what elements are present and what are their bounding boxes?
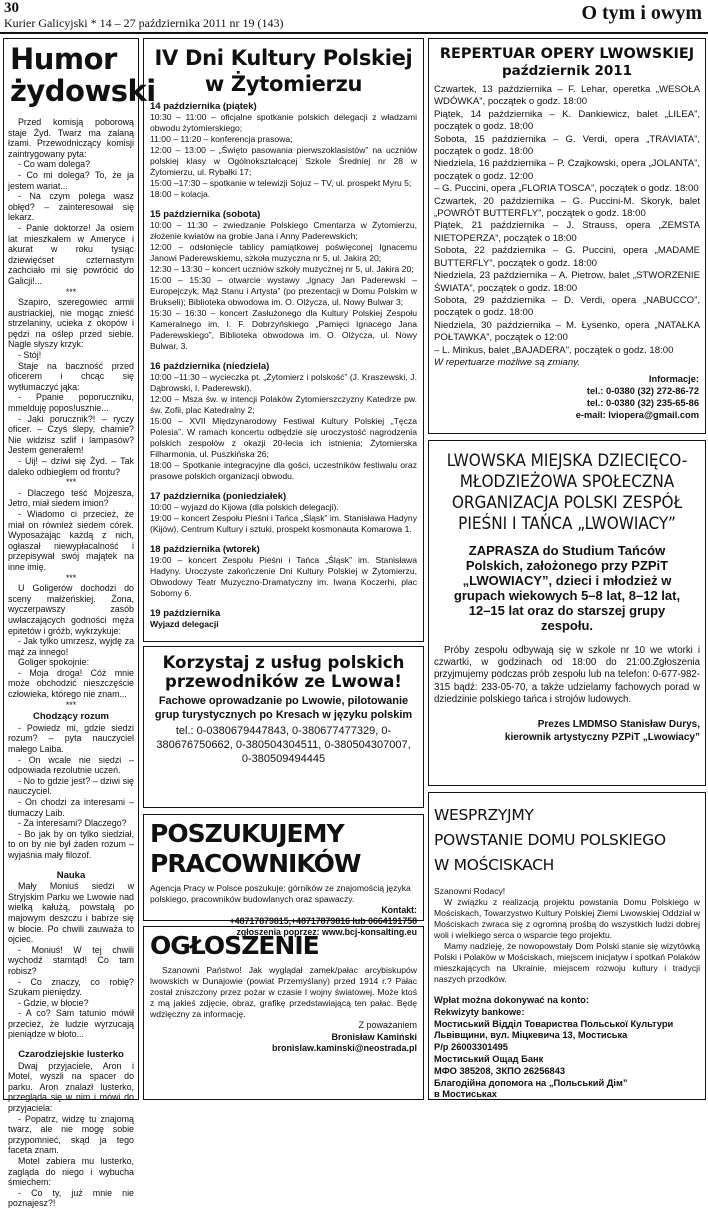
guides-subtitle: Fachowe oprowadzanie po Lwowie, pilotowanie grup turystycznych po Kresach w języku polskim bbox=[154, 695, 413, 721]
joke-paragraph: Dwaj przyjaciele, Aron i Motel, wyszli na spacer do parku. Aron znalazł lusterko, przegląda się w nim i mówi do przyjaciela: bbox=[8, 1060, 134, 1114]
contact-label: Informacje: bbox=[648, 374, 699, 385]
title-line: IV Dni Kultury Polskiej bbox=[154, 46, 413, 70]
schedule-date: 16 października (niedziela) bbox=[150, 361, 270, 372]
joke-paragraph: U Goligerów dochodzi do sceny małżeńskiej. Żona, wyczerpawszy zasób uwłaczających godności męża epitetów i gróźb, wykrzykuje: bbox=[8, 583, 134, 636]
joke-paragraph: Szapiro, szeregowiec armii austriackiej, nie mogąc znieść strzelaniny, ucieka z okopów i pędzi na oślep przed siebie. Nagle słyszy krzyk: bbox=[8, 297, 134, 350]
opera-note: W repertuarze możliwe są zmiany. bbox=[434, 356, 580, 368]
guides-phones: tel.: 0-0380679447843, 0-380677477329, 0-380676750662, 0-380504304511, 0-380504307007, 0-380509494445 bbox=[156, 725, 411, 765]
joke-heading: Chodzący rozum bbox=[32, 711, 109, 723]
joke-paragraph: Przed komisją poborową staje Żyd. Twarz ma zalaną łzami. Przewodniczący komisji zaintrygowany pyta: bbox=[8, 117, 134, 159]
joke-paragraph: Motel zabiera mu lusterko, zagląda do niego i wybucha śmiechem: bbox=[8, 1156, 134, 1188]
culture-days-box bbox=[143, 38, 424, 642]
sign-line: Z poważaniem bbox=[358, 1020, 417, 1030]
humor-text bbox=[8, 117, 134, 1209]
separator: *** bbox=[65, 477, 77, 488]
opera-contact bbox=[429, 373, 705, 421]
opera-entry: Piątek, 21 października – J. Strauss, opera „ZEMSTA NIETOPERZA”, początek o 18:00 bbox=[434, 220, 700, 244]
joke-paragraph: - Za interesami? Dlaczego? bbox=[18, 818, 127, 829]
joke-paragraph: - Gdzie, w błocie? bbox=[18, 997, 89, 1008]
joke-paragraph: - Co mi dolega? To, że ja jestem wariat... bbox=[8, 169, 134, 191]
phone: tel.: 0-0380 (32) 272-86-72 bbox=[586, 386, 699, 397]
lwowiacy-sign bbox=[434, 718, 700, 744]
schedule-date: 18 października (wtorek) bbox=[150, 544, 260, 555]
separator: *** bbox=[65, 572, 77, 583]
separator: *** bbox=[65, 286, 77, 297]
lwowiacy-invite: ZAPRASZA do Studium Tańców Polskich, założonego przy PZPiT „LWOWIACY”, dzieci i młodzież w grupach wiekowych 5–8 lat, 8–12 lat, 12–15 lat oraz do starszej grupy zespołu. bbox=[453, 543, 681, 633]
title-line: WESPRZYJMY bbox=[434, 806, 534, 824]
opera-entry: – G. Puccini, opera „FLORIA TOSCA”, początek o godz. 18:00 bbox=[434, 183, 699, 195]
opera-entry: Czwartek, 20 października – G. Puccini-M. Skoryk, balet „POWRÓT BUTTERFLY”, początek o godz. 18:00 bbox=[434, 195, 700, 220]
title-line: październik 2011 bbox=[501, 63, 633, 79]
title-line: PRACOWNIKÓW bbox=[150, 849, 361, 878]
joke-paragraph: - Ppanie poporuczniku, mmelduję popos!usznie... bbox=[8, 392, 134, 414]
issue-info: Kurier Galicyjski * 14 – 27 października 2011 nr 19 (143) bbox=[4, 16, 284, 30]
title-line: POWSTANIE DOMU POLSKIEGO bbox=[434, 831, 666, 849]
phone: tel.: 0-0380 (32) 235-65-86 bbox=[586, 398, 699, 409]
joke-paragraph: - Panie doktorze! Ja osiem lat mieszkałem w Ameryce i akurat w roku tysiąc dziewięćset czternastym zachciało mi się powrócić do Galicji!... bbox=[8, 222, 134, 286]
sign-line: kierownik artystyczny PZPiT „Lwowiacy” bbox=[504, 732, 700, 744]
opera-entry: Sobota, 22 października – G. Puccini, opera „MADAME BUTTERFLY”, początek o godz. 18:00 bbox=[434, 245, 700, 269]
opera-list bbox=[429, 84, 705, 357]
sign-line: Prezes LMDMSO Stanisław Durys, bbox=[537, 719, 700, 731]
bank-line: Мостиський Ощад Банк bbox=[434, 1053, 544, 1064]
support-text: W związku z realizacją projektu powstania Domu Polskiego w Mościskach, Towarzystwo Kultury Polskiej Ziemi Lwowskiej Oddział w Mościskach zwraca się z ogromną prośbą do wszystkich ludzi dobrej woli i wielkiego serca o wsparcie tego projektu. bbox=[434, 897, 700, 940]
header-rule bbox=[0, 32, 708, 34]
schedule-text: 10:00 – wyjazd do Kijowa (dla polskich delegacji). 19:00 – koncert Zespołu Pieśni i Tańca „Śląsk” im. Stanisława Hadyny (Kijów), Centrum Kultury i sztuki, prospekt kosmonauta Komarowa 1. bbox=[150, 502, 417, 534]
opera-entry: Piątek, 14 października – K. Dankiewicz, balet „LILEA”, początek o godz. 18:00 bbox=[434, 108, 700, 133]
contact-web: zgłoszenia poprzez: www.bcj-konsalting.eu bbox=[236, 927, 417, 937]
schedule-text: 19:00 – koncert Zespołu Pieśni i Tańca „Śląsk” im. Stanisława Hadyny. Uroczyste zakończenie Dni Kultury Polskiej w Żytomierzu, Obwodowy Teatr Muzyczno-Dramatyczny im. Iwana Koczerhi, plac Soborny 6. bbox=[150, 555, 417, 598]
contact-phones: +48717879815,+48717879816 lub 0664191758 bbox=[229, 916, 417, 926]
email-link[interactable]: bronislaw.kaminski@neostrada.pl bbox=[272, 1043, 417, 1054]
joke-paragraph: - Popatrz, widzę tu znajomą twarz, ale nie mogę sobie przypomnieć, skąd ja tego faceta znam. bbox=[8, 1113, 134, 1156]
joke-paragraph: - Stój! bbox=[18, 350, 42, 361]
lwowiacy-ad bbox=[428, 440, 706, 786]
sign-line: Bronisław Kamiński bbox=[331, 1031, 417, 1042]
bank-line: Львівщини, вул. Міцкевича 13, Мостиська bbox=[434, 1030, 628, 1041]
schedule-date: 19 października bbox=[150, 608, 221, 619]
support-greeting: Szanowni Rodacy! bbox=[434, 886, 506, 896]
joke-paragraph: - Jak tylko umrzesz, wyjdę za mąż za innego! bbox=[8, 636, 134, 657]
guides-title: Korzystaj z usług polskich przewodników ze Lwowa! bbox=[162, 653, 405, 691]
schedule-date: 17 października (poniedziałek) bbox=[150, 491, 287, 502]
joke-paragraph: - Co znaczy, co robię? Szukam pieniędzy. bbox=[8, 976, 134, 998]
joke-paragraph: - Jaki porucznik?! – ryczy oficer. – Czyś ślepy, chamie? Nie widzisz szlif i lampasów? Jestem generałem! bbox=[8, 413, 134, 456]
bank-line: Мостиський Відділ Товариства Польської Культури bbox=[434, 1018, 674, 1029]
opera-entry: Czwartek, 13 października – F. Lehar, operetka „WESOŁA WDÓWKA”, początek o godz. 18:00 bbox=[434, 84, 700, 108]
title-line: REPERTUAR OPERY LWOWSKIEJ bbox=[439, 46, 695, 62]
joke-paragraph: Goliger spokojnie: bbox=[18, 657, 90, 668]
joke-paragraph: - Powiedz mi, gdzie siedzi rozum? – pyta nauczyciel małego Laiba. bbox=[8, 722, 134, 755]
joke-paragraph: - Wiadomo ci przecież, że miał on również siedem córek. Wyposażając każdą z nich, ogłaszał niewypłacalność i przepisywał swój majątek na inne imię. bbox=[8, 508, 134, 572]
opera-entry: – L. Minkus, balet „BAJADERA”, początek o godz. 18:00 bbox=[434, 344, 674, 356]
support-text: Mamy nadzieję, że nowopowstały Dom Polski stanie się wizytówką Polski i Polaków w Mościskach, miejscem inicjatyw i spotkań Polaków mieszkających na Ukrainie, miejscem rozwoju kultury i tradycji naszych przodków. bbox=[434, 941, 700, 984]
humor-column bbox=[3, 38, 156, 1209]
opera-entry: Sobota, 29 października – D. Verdi, opera „NABUCCO”, początek o godz. 18:00 bbox=[434, 294, 700, 319]
announcement-text: Szanowni Państwo! Jak wyglądał zamek/pałac arcybiskupów lwowskich w Dunajowie (powiat Przemyślany) przed 1914 r.? Pałac został zniszczony przez pożar w czasie I wojny światowej. Może ktoś z mą jakieś zdjęcie, obraz, grafikę przedstawiającą ten pałac. Będę wdzięczny za informację. bbox=[150, 965, 417, 1019]
bank-line: Rekwizyty bankowe: bbox=[434, 1006, 525, 1017]
joke-paragraph: - Uij! – dziwi się Żyd. – Tak daleko odbiegłem od frontu? bbox=[8, 456, 134, 477]
section-title: O tym i owym bbox=[581, 2, 702, 24]
page-number: 30 bbox=[4, 0, 19, 16]
announcement bbox=[143, 926, 424, 1100]
bank-line: МФО 385208, ЗКПО 26256843 bbox=[434, 1065, 566, 1076]
joke-paragraph: - No to gdzie jest? – dziwi się nauczyciel. bbox=[8, 775, 134, 797]
announcement-title: OGŁOSZENIE bbox=[150, 931, 319, 960]
lwowiacy-title: LWOWSKA MIEJSKA DZIECIĘCO-MŁODZIEŻOWA SPOŁECZNA ORGANIZACJA POLSKI ZESPÓŁ PIEŚNI I TAŃCA „LWOWIACY” bbox=[446, 451, 688, 534]
separator: *** bbox=[65, 699, 77, 710]
joke-heading: Czarodziejskie lusterko bbox=[18, 1049, 124, 1061]
joke-paragraph: - Moja droga! Cóż mnie może obchodzić nieszczęście człowieka, którego nie znam... bbox=[8, 667, 134, 700]
opera-entry: Sobota, 15 października – G. Verdi, opera „TRAVIATA”, początek o godz. 18:00 bbox=[434, 133, 700, 158]
joke-paragraph: - Bo jak by on tylko siedział, to on by nie był żaden rozum – wyjaśnia mały filozof. bbox=[8, 828, 134, 860]
opera-entry: Niedziela, 16 października – P. Czajkowski, opera „JOLANTA”, początek o godz. 12:00 bbox=[434, 158, 700, 182]
joke-paragraph: - Na czym polega wasz obłęd? – zainteresował się lekarz. bbox=[8, 191, 134, 223]
joke-paragraph: - Co ty, już mnie nie poznajesz?! bbox=[8, 1187, 134, 1209]
joke-paragraph: - Moniuś! W tej chwili wychodź stamtąd! Co tam robisz? bbox=[8, 944, 134, 976]
joke-paragraph: - On chodzi za interesami – tłumaczy Laib. bbox=[8, 797, 134, 818]
joke-paragraph: - On wcale nie siedzi – odpowiada rezolutnie uczeń. bbox=[8, 754, 134, 776]
schedule-text: 10:00 – 11:30 – zwiedzanie Polskiego Cmentarza w Żytomierzu, złożenie kwiatów na grobie Jana i Anny Paderewskich; 12:00 – odsłonięcie tablicy pamiątkowej poświęconej Ignacemu Janowi Paderewskiemu, szkoła muzyczna nr 5, ul. Jakira 20; 12:30 – 13:30 – koncert uczniów szkoły muzycznej nr 5, ul. Jakira 20; 15:00 – 15:30 – otwarcie wystawy „Ignacy Jan Paderewski – Europejczyk, Mąż Stanu i Artysta” (po prezentacji w Domu Polskim w Brukseli); Biblioteka obwodowa im. O. Olżycza, ul. Nowy Bulwar 3; 15:30 – 16:30 – koncert Zasłużonego dla Kultury Polskiej Zespołu Kameralnego im. I. F. Dobrzyńskiego „Pamięci Ignacego Jana Paderewskiego”, Biblioteka obwodowa im. O. Olżycza, ul. Nowy Bulwar, 3. bbox=[150, 220, 417, 351]
schedule-date: 15 października (sobota) bbox=[150, 209, 261, 220]
joke-paragraph: Staje na baczność przed oficerem i chcąc się wytłumaczyć jąka: bbox=[8, 360, 134, 392]
humor-title: Humor żydowski bbox=[10, 42, 156, 108]
schedule-text: Wyjazd delegacji bbox=[150, 619, 219, 629]
title-line: POSZUKUJEMY bbox=[150, 819, 344, 848]
support-house-ad bbox=[428, 792, 706, 1100]
jobs-title bbox=[150, 819, 417, 879]
title-line: W MOŚCISKACH bbox=[434, 856, 554, 874]
bank-line: Wpłat można dokonywać na konto: bbox=[434, 995, 589, 1005]
jobs-ad bbox=[143, 814, 424, 937]
bank-line: в Мостиськах bbox=[434, 1089, 497, 1100]
bank-details bbox=[434, 995, 700, 1101]
title-line: w Żytomierzu bbox=[204, 72, 363, 96]
bank-line: Благодійна допомога на „Польський Дім” bbox=[434, 1077, 628, 1088]
schedule-date: 14 października (piątek) bbox=[150, 101, 257, 112]
contact-label: Kontakt: bbox=[381, 905, 417, 915]
opera-repertoire bbox=[428, 38, 706, 434]
joke-paragraph: - Co wam dolega? bbox=[18, 159, 91, 170]
joke-paragraph: Mały Moniuś siedzi w Stryjskim Parku we Lwowie nad wielką kałużą, powstałą po majowym deszczu i babrze się w błocie. Po chwili zauważa to ojciec. bbox=[8, 881, 134, 945]
email-link[interactable]: e-mail: lviopera@gmail.com bbox=[575, 410, 699, 421]
support-title bbox=[434, 803, 700, 878]
schedule-text: 10:00 –11:30 – wycieczka pt. „Żytomierz i polskość” (J. Kraszewski, J. Dąbrowski, I. Paderewski). 12:00 – Msza św. w intencji Polaków Żytomierszczyzny Katedrze pw. św. Zofii, plac Katedralny 2; 15:00 – XVII Międzynarodowy Festiwal Kultury Polskiej „Tęcza Polesia”. W ramach koncertu odbędzie się uroczystość nagrodzenia polskich zespołów z okazji 20-lecia ich istnienia; Żytomierska Filharmonia, ul. Puszkińska 26; 18:00 – Spotkanie integracyjne dla gości, uczestników festiwalu oraz prasowe polskich organizacji obwodu. bbox=[150, 372, 417, 481]
joke-paragraph: - Dlaczego teść Mojżesza, Jetro, miał siedem imion? bbox=[8, 487, 134, 509]
jobs-text: Agencja Pracy w Polsce poszukuje: górników ze znajomością języka polskiego, pracowników budowlanych oraz spawaczy. bbox=[150, 883, 411, 904]
guides-ad bbox=[143, 646, 424, 808]
opera-title bbox=[429, 45, 705, 80]
lwowiacy-text: Próby zespołu odbywają się w szkole nr 10 we wtorki i czwartki, w godzinach od 18:00 do 21:00.Zgłoszenia przyjmujemy podczas prób zespołu lub na telefon: 0-677-982-315 bądź: 233-05-70, a także udzielamy fachowych porad w dziedzinie polskiego tańca i strojów ludowych. bbox=[434, 645, 700, 705]
opera-entry: Niedziela, 30 października – M. Łysenko, opera „NATAŁKA POŁTAWKA”, początek o 12:00 bbox=[434, 319, 700, 344]
joke-heading: Nauka bbox=[56, 869, 86, 881]
announcement-sign bbox=[150, 1020, 417, 1055]
opera-entry: Niedziela, 23 października – A. Pietrow, balet „STWORZENIE ŚWIATA”, początek o godz. 18:00 bbox=[434, 270, 700, 294]
schedule bbox=[144, 101, 423, 630]
culture-days-title bbox=[144, 45, 423, 97]
bank-line: Р/р 26003301495 bbox=[434, 1042, 508, 1053]
joke-paragraph: - A co? Sam tatunio mówił przecież, że ludzie wyrzucają pieniądze w błoto... bbox=[8, 1008, 134, 1040]
schedule-text: 10:30 – 11:00 – oficjalne spotkanie polskich delegacji z władzami obwodu żytomierskiego; 11:00 – 11:20 – konferencja prasowa; 12:00 – 13:00 – „Święto pasowania pierwszoklasistów” na uczniów polskiej klasy w Ogólnokształcącej Szkole Średniej nr 28 w Żytomierzu, ul. Rybałki 17; 15:00 –17:30 – spotkanie w telewizji Sojuz – TV, ul. prospekt Myru 5; 18:00 – kolacja. bbox=[150, 112, 417, 199]
